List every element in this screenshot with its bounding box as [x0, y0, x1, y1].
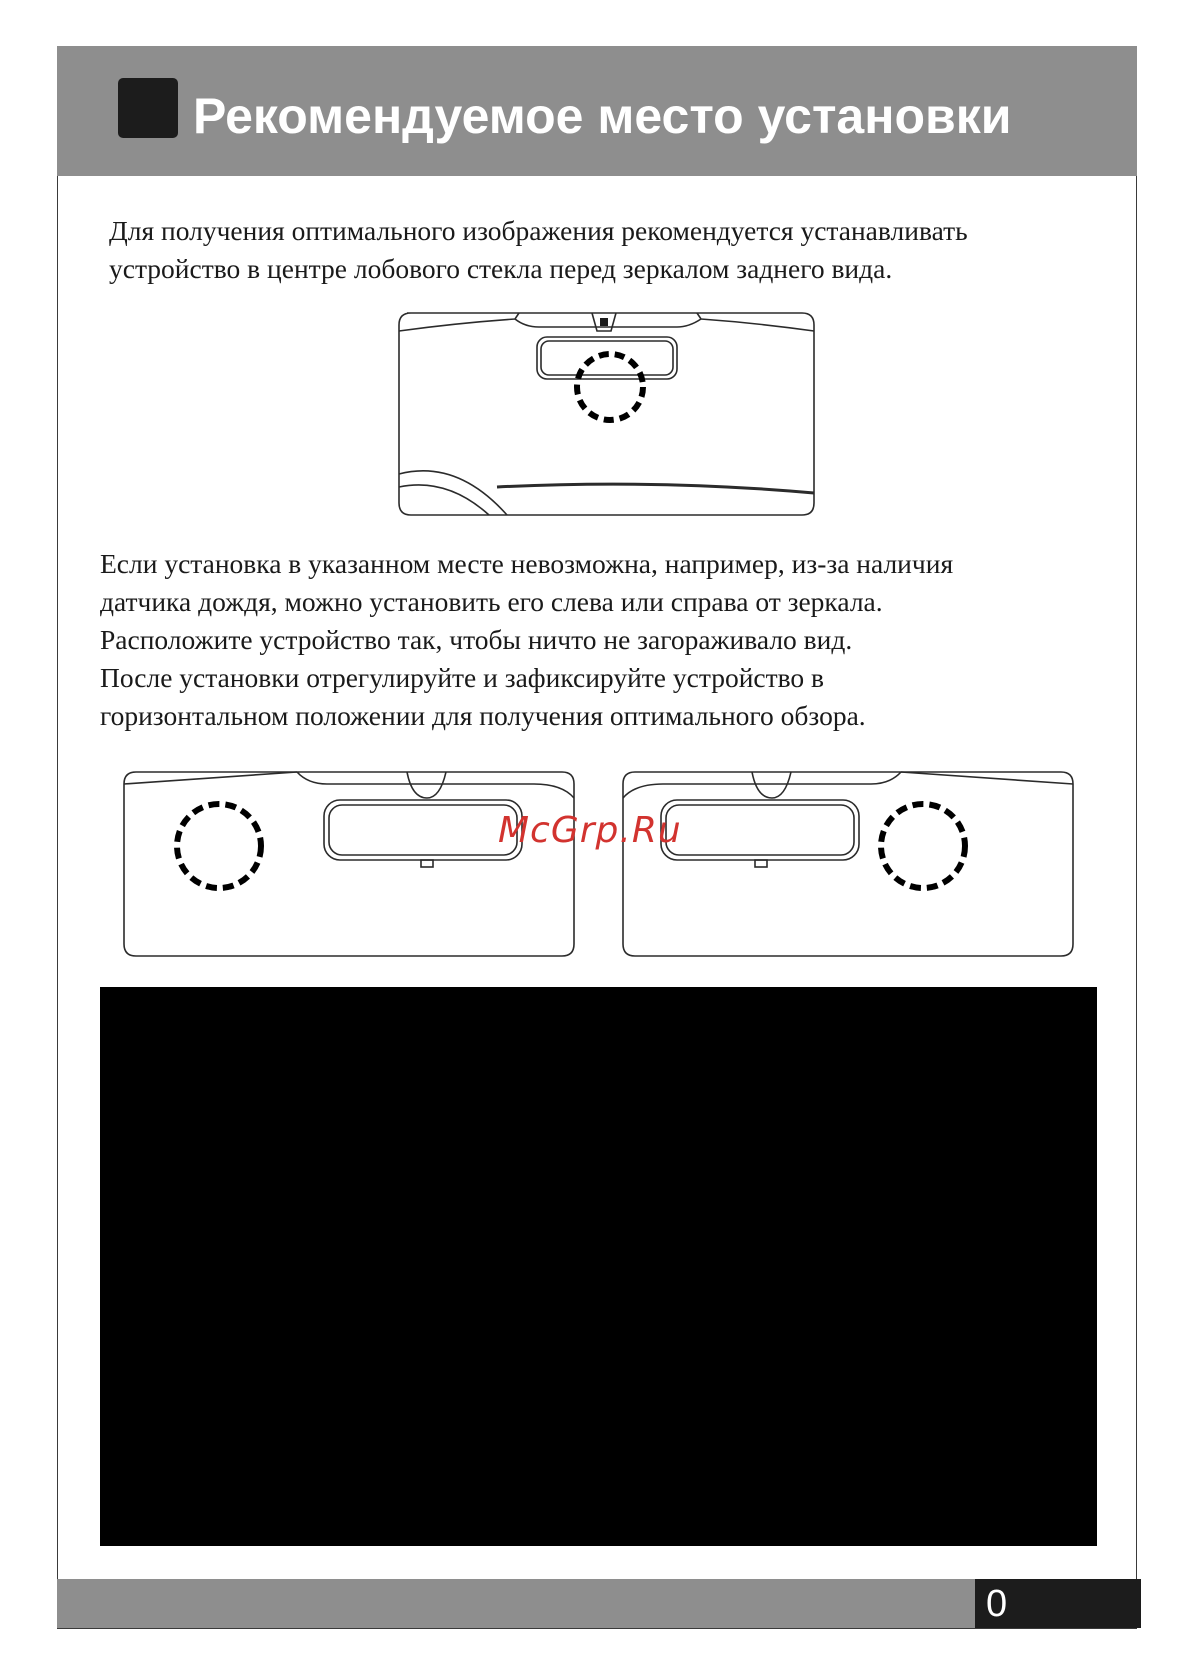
windshield-left-diagram — [122, 770, 577, 958]
alternative-line-1: Если установка в указанном месте невозможна, например, из-за наличия — [100, 548, 954, 579]
header-marker-square — [118, 78, 178, 138]
alternative-line-3: Расположите устройство так, чтобы ничто не загораживало вид. — [100, 624, 853, 655]
page-title: Рекомендуемое место установки — [193, 88, 1012, 144]
mount-icon — [600, 318, 608, 326]
windshield-right-diagram — [621, 770, 1076, 958]
watermark-text: McGrp.Ru — [498, 810, 682, 851]
alternative-line-2: датчика дождя, можно установить его слева или справа от зеркала. — [100, 586, 883, 617]
intro-line-1: Для получения оптимального изображения рекомендуется устанавливать — [109, 215, 968, 246]
alternative-paragraph — [100, 545, 953, 735]
alternative-line-5: горизонтальном положении для получения оптимального обзора. — [100, 700, 866, 731]
intro-line-2: устройство в центре лобового стекла перед зеркалом заднего вида. — [109, 253, 893, 284]
intro-paragraph — [109, 212, 968, 288]
redacted-image-block — [100, 987, 1097, 1546]
windshield-center-diagram — [397, 309, 817, 519]
alternative-line-4: После установки отрегулируйте и зафиксируйте устройство в — [100, 662, 825, 693]
page-number: 0 — [986, 1583, 1008, 1625]
footer-band — [57, 1579, 975, 1628]
